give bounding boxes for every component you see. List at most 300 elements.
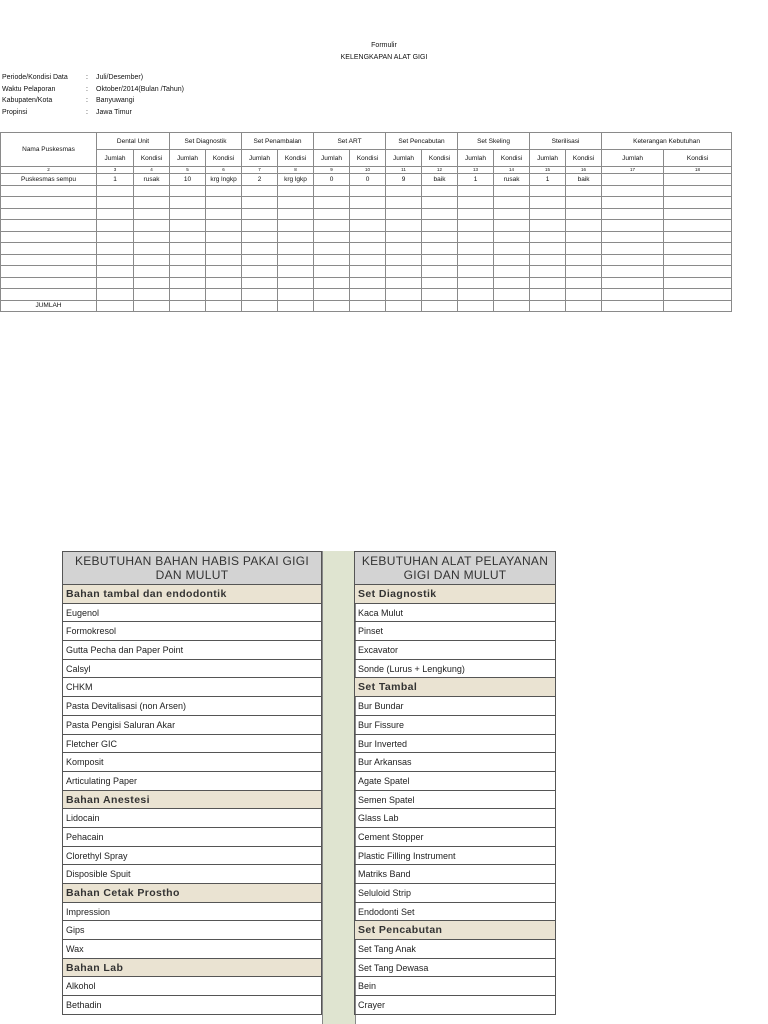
list-item: Cement Stopper bbox=[354, 828, 556, 847]
table-cell bbox=[314, 185, 350, 197]
table-cell bbox=[350, 243, 386, 255]
meta-row: Periode/Kondisi Data : Juli/Desember) bbox=[2, 74, 184, 86]
group-header: Keterangan Kebutuhan bbox=[602, 133, 732, 150]
table-cell bbox=[494, 289, 530, 301]
table-cell bbox=[350, 197, 386, 209]
list-item: Semen Spatel bbox=[354, 791, 556, 810]
table-cell bbox=[350, 266, 386, 278]
table-cell bbox=[566, 220, 602, 232]
list-item: Set Tang Dewasa bbox=[354, 959, 556, 978]
list-item: Pehacain bbox=[62, 828, 322, 847]
list-item: Bur Arkansas bbox=[354, 753, 556, 772]
subheader-row bbox=[1, 150, 732, 167]
table-cell bbox=[530, 197, 566, 209]
table-cell bbox=[1, 220, 97, 232]
table-cell bbox=[134, 254, 170, 266]
table-cell bbox=[278, 231, 314, 243]
table-cell bbox=[458, 300, 494, 312]
column-number: 6 bbox=[206, 167, 242, 174]
sub-header-jumlah: Jumlah bbox=[314, 150, 350, 167]
table-cell bbox=[422, 220, 458, 232]
table-cell bbox=[206, 231, 242, 243]
table-cell bbox=[278, 220, 314, 232]
list-item: Calsyl bbox=[62, 660, 322, 679]
table-cell bbox=[386, 266, 422, 278]
column-number: 17 bbox=[602, 167, 664, 174]
table-cell bbox=[664, 277, 732, 289]
table-cell bbox=[1, 197, 97, 209]
sub-header-jumlah: Jumlah bbox=[602, 150, 664, 167]
table-cell bbox=[206, 197, 242, 209]
consumables-list bbox=[62, 551, 322, 1015]
table-cell bbox=[530, 277, 566, 289]
table-cell bbox=[134, 231, 170, 243]
section-header: Bahan Anestesi bbox=[62, 791, 322, 810]
sub-header-jumlah: Jumlah bbox=[97, 150, 134, 167]
list-item: Plastic Filling Instrument bbox=[354, 847, 556, 866]
table-cell: rusak bbox=[494, 174, 530, 186]
group-header: Set Diagnostik bbox=[170, 133, 242, 150]
table-cell bbox=[134, 197, 170, 209]
list-item: Agate Spatel bbox=[354, 772, 556, 791]
table-cell bbox=[97, 231, 134, 243]
table-cell bbox=[566, 289, 602, 301]
table-cell bbox=[278, 185, 314, 197]
form-title: Formulir bbox=[371, 42, 397, 49]
table-cell bbox=[314, 300, 350, 312]
table-cell bbox=[566, 185, 602, 197]
table-cell bbox=[386, 300, 422, 312]
table-cell bbox=[664, 300, 732, 312]
table-row bbox=[1, 254, 732, 266]
name-header: Nama Puskesmas bbox=[1, 133, 97, 167]
table-cell bbox=[97, 300, 134, 312]
table-cell bbox=[494, 266, 530, 278]
table-cell bbox=[458, 208, 494, 220]
header-row bbox=[1, 133, 732, 150]
table-cell bbox=[458, 289, 494, 301]
table-cell bbox=[422, 289, 458, 301]
group-header: Sterilisasi bbox=[530, 133, 602, 150]
table-cell: 0 bbox=[350, 174, 386, 186]
table-cell bbox=[170, 208, 206, 220]
table-cell bbox=[530, 266, 566, 278]
sub-header-kondisi: Kondisi bbox=[494, 150, 530, 167]
table-cell: krg lgkp bbox=[278, 174, 314, 186]
table-cell bbox=[494, 277, 530, 289]
list-item: Lidocain bbox=[62, 809, 322, 828]
table-cell bbox=[458, 277, 494, 289]
table-cell bbox=[458, 197, 494, 209]
table-cell bbox=[206, 277, 242, 289]
table-cell bbox=[170, 277, 206, 289]
table-cell bbox=[386, 197, 422, 209]
table-cell: 1 bbox=[530, 174, 566, 186]
table-cell bbox=[530, 300, 566, 312]
consumables-heading: KEBUTUHAN BAHAN HABIS PAKAI GIGI DAN MULUT bbox=[62, 551, 322, 585]
table-cell bbox=[664, 220, 732, 232]
list-item: Fletcher GIC bbox=[62, 735, 322, 754]
table-cell bbox=[314, 231, 350, 243]
meta-value: Oktober/2014(Bulan /Tahun) bbox=[96, 85, 184, 93]
table-cell bbox=[206, 185, 242, 197]
list-item: Endodonti Set bbox=[354, 903, 556, 922]
table-cell bbox=[1, 254, 97, 266]
table-cell bbox=[242, 243, 278, 255]
sub-header-kondisi: Kondisi bbox=[566, 150, 602, 167]
column-number: 7 bbox=[242, 167, 278, 174]
table-cell bbox=[458, 243, 494, 255]
table-cell bbox=[350, 254, 386, 266]
table-cell bbox=[97, 243, 134, 255]
list-item: Glass Lab bbox=[354, 809, 556, 828]
table-cell bbox=[602, 277, 664, 289]
section-header: Bahan Cetak Prostho bbox=[62, 884, 322, 903]
meta-value: Banyuwangi bbox=[96, 97, 135, 104]
table-cell bbox=[314, 266, 350, 278]
table-cell bbox=[422, 185, 458, 197]
table-cell bbox=[664, 254, 732, 266]
list-item: Bur Bundar bbox=[354, 697, 556, 716]
meta-row: Waktu Pelaporan : Oktober/2014(Bulan /Tahun) bbox=[2, 86, 184, 98]
list-item: Eugenol bbox=[62, 604, 322, 623]
table-cell bbox=[566, 197, 602, 209]
section-header: Set Tambal bbox=[354, 678, 556, 697]
table-cell bbox=[530, 220, 566, 232]
table-cell bbox=[314, 277, 350, 289]
table-cell bbox=[278, 289, 314, 301]
list-item: Formokresol bbox=[62, 622, 322, 641]
sub-header-jumlah: Jumlah bbox=[458, 150, 494, 167]
table-cell bbox=[664, 208, 732, 220]
table-cell bbox=[278, 266, 314, 278]
report-meta bbox=[2, 74, 184, 120]
table-cell bbox=[664, 174, 732, 186]
table-cell bbox=[530, 243, 566, 255]
table-cell bbox=[134, 220, 170, 232]
table-cell bbox=[566, 277, 602, 289]
list-item: Bein bbox=[354, 977, 556, 996]
table-cell: rusak bbox=[134, 174, 170, 186]
table-cell bbox=[530, 254, 566, 266]
table-cell bbox=[494, 220, 530, 232]
meta-label: Waktu Pelaporan bbox=[2, 85, 56, 93]
table-cell bbox=[134, 277, 170, 289]
table-cell bbox=[494, 231, 530, 243]
table-cell bbox=[566, 243, 602, 255]
table-cell bbox=[350, 208, 386, 220]
table-cell bbox=[170, 266, 206, 278]
column-divider bbox=[322, 551, 356, 1024]
table-cell bbox=[458, 266, 494, 278]
table-cell bbox=[242, 197, 278, 209]
instruments-list bbox=[354, 551, 556, 1015]
table-cell bbox=[386, 208, 422, 220]
column-number: 16 bbox=[566, 167, 602, 174]
column-number: 13 bbox=[458, 167, 494, 174]
table-cell bbox=[1, 266, 97, 278]
table-cell bbox=[206, 220, 242, 232]
table-cell bbox=[602, 185, 664, 197]
table-cell bbox=[386, 220, 422, 232]
list-item: Matriks Band bbox=[354, 865, 556, 884]
sub-header-jumlah: Jumlah bbox=[242, 150, 278, 167]
table-cell bbox=[314, 197, 350, 209]
table-cell bbox=[206, 300, 242, 312]
table-cell bbox=[422, 208, 458, 220]
list-item: Gutta Pecha dan Paper Point bbox=[62, 641, 322, 660]
table-cell bbox=[170, 220, 206, 232]
column-number: 4 bbox=[134, 167, 170, 174]
group-header: Set Skeling bbox=[458, 133, 530, 150]
table-cell bbox=[664, 185, 732, 197]
table-row bbox=[1, 197, 732, 209]
table-cell bbox=[134, 185, 170, 197]
table-cell bbox=[494, 208, 530, 220]
table-cell bbox=[1, 185, 97, 197]
list-item: Bur Fissure bbox=[354, 716, 556, 735]
table-cell bbox=[530, 231, 566, 243]
list-item: CHKM bbox=[62, 678, 322, 697]
table-cell bbox=[422, 277, 458, 289]
table-cell bbox=[170, 289, 206, 301]
table-cell bbox=[278, 254, 314, 266]
table-cell bbox=[97, 208, 134, 220]
list-item: Alkohol bbox=[62, 977, 322, 996]
table-cell bbox=[386, 231, 422, 243]
table-cell bbox=[602, 220, 664, 232]
column-number: 3 bbox=[97, 167, 134, 174]
meta-label: Propinsi bbox=[2, 108, 28, 116]
column-number: 15 bbox=[530, 167, 566, 174]
column-number: 10 bbox=[350, 167, 386, 174]
sub-header-jumlah: Jumlah bbox=[530, 150, 566, 167]
sub-header-kondisi: Kondisi bbox=[350, 150, 386, 167]
table-cell bbox=[97, 220, 134, 232]
table-cell bbox=[566, 266, 602, 278]
table-cell bbox=[170, 231, 206, 243]
table-cell bbox=[314, 220, 350, 232]
sub-header-kondisi: Kondisi bbox=[134, 150, 170, 167]
section-header: Set Diagnostik bbox=[354, 585, 556, 604]
table-row bbox=[1, 231, 732, 243]
table-row bbox=[1, 208, 732, 220]
list-item: Pasta Devitalisasi (non Arsen) bbox=[62, 697, 322, 716]
table-cell bbox=[242, 289, 278, 301]
column-number: 8 bbox=[278, 167, 314, 174]
list-item: Bethadin bbox=[62, 996, 322, 1015]
table-cell bbox=[422, 300, 458, 312]
column-number: 2 bbox=[1, 167, 97, 174]
form-subtitle: KELENGKAPAN ALAT GIGI bbox=[340, 54, 428, 61]
group-header: Set Pencabutan bbox=[386, 133, 458, 150]
meta-label: Kabupaten/Kota bbox=[2, 97, 53, 104]
table-cell bbox=[566, 254, 602, 266]
table-cell bbox=[170, 243, 206, 255]
table-cell bbox=[602, 254, 664, 266]
table-cell bbox=[1, 231, 97, 243]
table-cell bbox=[458, 185, 494, 197]
table-cell bbox=[170, 197, 206, 209]
table-cell bbox=[242, 277, 278, 289]
table-cell bbox=[206, 266, 242, 278]
table-cell bbox=[566, 231, 602, 243]
table-cell bbox=[97, 266, 134, 278]
table-cell: baik bbox=[422, 174, 458, 186]
table-cell bbox=[602, 174, 664, 186]
table-cell bbox=[242, 208, 278, 220]
table-cell bbox=[206, 254, 242, 266]
table-cell bbox=[97, 185, 134, 197]
meta-row: Propinsi : Jawa Timur bbox=[2, 109, 184, 121]
table-cell bbox=[602, 300, 664, 312]
table-cell bbox=[134, 243, 170, 255]
sub-header-kondisi: Kondisi bbox=[422, 150, 458, 167]
table-cell bbox=[664, 197, 732, 209]
group-header: Set ART bbox=[314, 133, 386, 150]
sub-header-kondisi: Kondisi bbox=[664, 150, 732, 167]
column-number: 14 bbox=[494, 167, 530, 174]
table-row bbox=[1, 220, 732, 232]
table-cell bbox=[602, 289, 664, 301]
list-item: Kaca Mulut bbox=[354, 604, 556, 623]
column-number: 11 bbox=[386, 167, 422, 174]
table-cell bbox=[278, 300, 314, 312]
sub-header-jumlah: Jumlah bbox=[386, 150, 422, 167]
table-cell bbox=[242, 231, 278, 243]
list-item: Excavator bbox=[354, 641, 556, 660]
list-item: Pasta Pengisi Saluran Akar bbox=[62, 716, 322, 735]
table-cell bbox=[494, 197, 530, 209]
list-item: Crayer bbox=[354, 996, 556, 1015]
table-cell bbox=[278, 208, 314, 220]
table-cell bbox=[664, 243, 732, 255]
table-cell bbox=[386, 289, 422, 301]
list-item: Pinset bbox=[354, 622, 556, 641]
table-cell bbox=[602, 231, 664, 243]
table-cell bbox=[97, 277, 134, 289]
table-cell bbox=[350, 289, 386, 301]
list-item: Set Tang Anak bbox=[354, 940, 556, 959]
list-item: Gips bbox=[62, 921, 322, 940]
table-cell bbox=[602, 266, 664, 278]
column-number: 18 bbox=[664, 167, 732, 174]
table-cell bbox=[242, 266, 278, 278]
table-cell bbox=[458, 220, 494, 232]
table-cell bbox=[278, 197, 314, 209]
table-row bbox=[1, 243, 732, 255]
table-cell bbox=[242, 220, 278, 232]
sub-header-jumlah: Jumlah bbox=[170, 150, 206, 167]
table-cell: 1 bbox=[458, 174, 494, 186]
column-number: 12 bbox=[422, 167, 458, 174]
list-item: Wax bbox=[62, 940, 322, 959]
table-cell bbox=[134, 300, 170, 312]
table-cell: 0 bbox=[314, 174, 350, 186]
sub-header-kondisi: Kondisi bbox=[278, 150, 314, 167]
list-item: Articulating Paper bbox=[62, 772, 322, 791]
list-item: Impression bbox=[62, 903, 322, 922]
table-cell bbox=[170, 300, 206, 312]
list-item: Disposible Spuit bbox=[62, 865, 322, 884]
table-cell bbox=[530, 208, 566, 220]
total-label: JUMLAH bbox=[1, 300, 97, 312]
table-cell: baik bbox=[566, 174, 602, 186]
table-cell bbox=[97, 197, 134, 209]
table-cell bbox=[664, 289, 732, 301]
table-cell: 1 bbox=[97, 174, 134, 186]
meta-value: Juli/Desember) bbox=[96, 74, 144, 81]
table-cell bbox=[278, 243, 314, 255]
list-item: Bur Inverted bbox=[354, 735, 556, 754]
table-cell bbox=[350, 185, 386, 197]
table-cell bbox=[134, 289, 170, 301]
table-cell bbox=[386, 254, 422, 266]
table-cell bbox=[494, 300, 530, 312]
meta-value: Jawa Timur bbox=[96, 108, 132, 116]
section-header: Bahan Lab bbox=[62, 959, 322, 978]
table-cell bbox=[566, 208, 602, 220]
table-cell bbox=[602, 208, 664, 220]
equipment-table bbox=[0, 132, 732, 312]
table-cell bbox=[386, 243, 422, 255]
table-cell bbox=[314, 208, 350, 220]
table-cell bbox=[664, 231, 732, 243]
list-item: Sonde (Lurus + Lengkung) bbox=[354, 660, 556, 679]
table-cell bbox=[350, 277, 386, 289]
table-cell bbox=[602, 243, 664, 255]
table-cell bbox=[242, 185, 278, 197]
column-number: 5 bbox=[170, 167, 206, 174]
table-row bbox=[1, 266, 732, 278]
table-cell bbox=[494, 254, 530, 266]
table-cell: krg lngkp bbox=[206, 174, 242, 186]
table-cell bbox=[386, 277, 422, 289]
table-cell bbox=[494, 243, 530, 255]
table-cell bbox=[1, 289, 97, 301]
table-row bbox=[1, 289, 732, 301]
table-cell bbox=[422, 266, 458, 278]
table-cell bbox=[97, 254, 134, 266]
section-header: Bahan tambal dan endodontik bbox=[62, 585, 322, 604]
table-cell bbox=[278, 277, 314, 289]
table-cell bbox=[458, 231, 494, 243]
table-cell bbox=[458, 254, 494, 266]
total-row bbox=[1, 300, 732, 312]
table-cell bbox=[1, 277, 97, 289]
column-number-row bbox=[1, 167, 732, 174]
section-header: Set Pencabutan bbox=[354, 921, 556, 940]
table-cell bbox=[386, 185, 422, 197]
table-row bbox=[1, 174, 732, 186]
table-cell bbox=[422, 197, 458, 209]
instruments-heading: KEBUTUHAN ALAT PELAYANAN GIGI DAN MULUT bbox=[354, 551, 556, 585]
table-cell bbox=[602, 197, 664, 209]
table-cell bbox=[314, 289, 350, 301]
meta-label: Periode/Kondisi Data bbox=[2, 74, 68, 81]
table-cell bbox=[1, 208, 97, 220]
table-cell bbox=[206, 208, 242, 220]
table-cell bbox=[170, 185, 206, 197]
table-cell bbox=[422, 243, 458, 255]
table-row bbox=[1, 185, 732, 197]
group-header: Set Penambalan bbox=[242, 133, 314, 150]
table-cell bbox=[314, 254, 350, 266]
group-header: Dental Unit bbox=[97, 133, 170, 150]
table-cell bbox=[664, 266, 732, 278]
table-cell bbox=[134, 266, 170, 278]
table-cell: 9 bbox=[386, 174, 422, 186]
